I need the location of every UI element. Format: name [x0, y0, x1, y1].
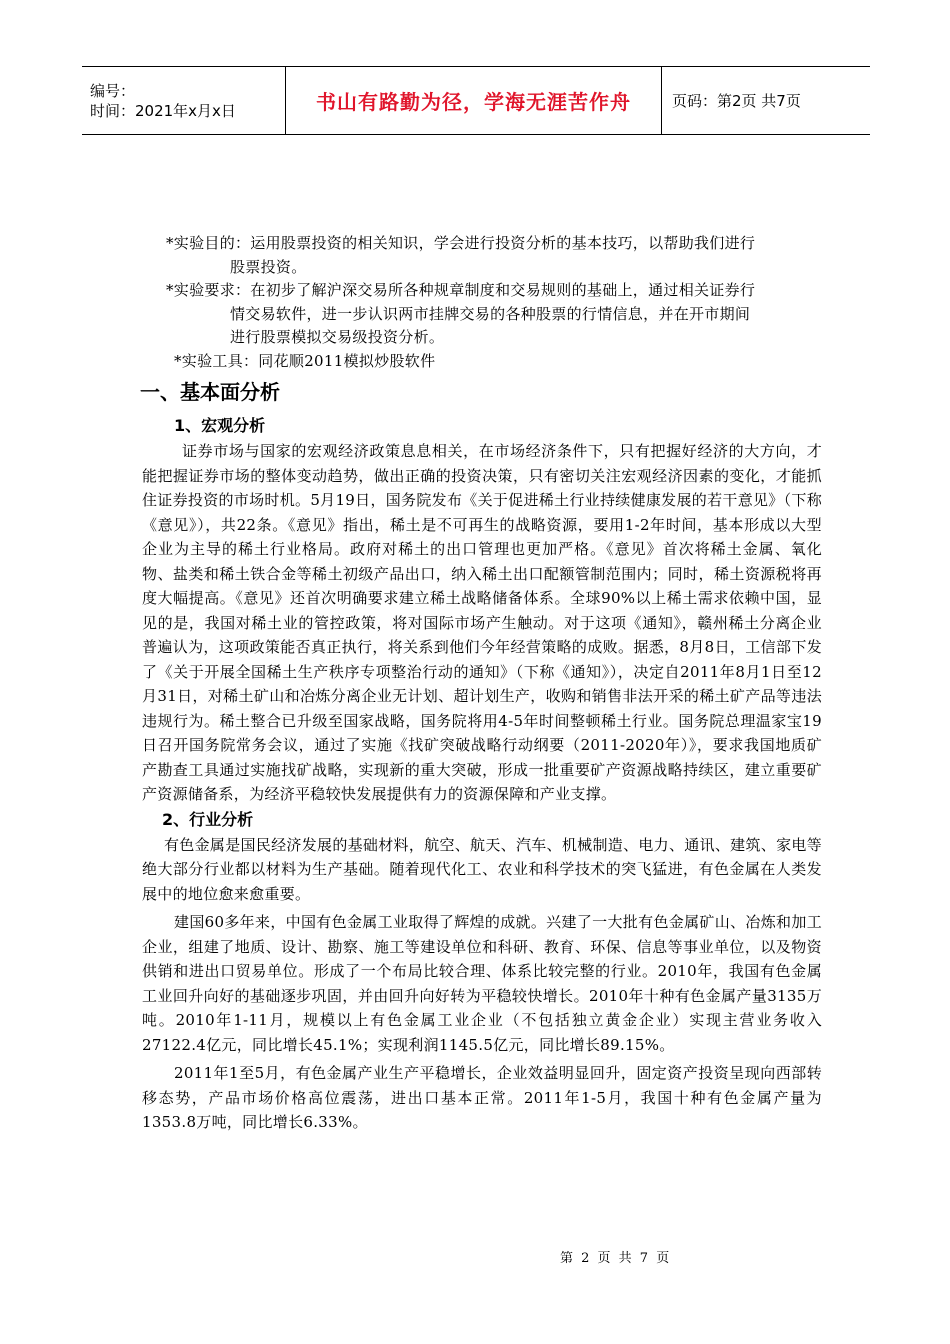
- document-body: [142, 232, 822, 1135]
- requirement-line2: 情交易软件，进一步认识两市挂牌交易的各种股票的行情信息，并在开市期间: [230, 304, 751, 323]
- purpose-line2: 股票投资。: [230, 257, 307, 276]
- experiment-purpose: [142, 232, 822, 279]
- industry-para2: 建国60多年来，中国有色金属工业取得了辉煌的成就。兴建了一大批有色金属矿山、冶炼和加工企业，组建了地质、设计、勘察、施工等建设单位和科研、教育、环保、信息等事业单位，以及物资供销和进出口贸易单位。形成了一个布局比较合理、体系比较完整的行业。2010年，我国有色金属工业回升向好的基础逐步巩固，并由回升向好转为平稳较快增长。2010年十种有色金属产量3135万吨。2010年1-11月，规模以上有色金属工业企业（不包括独立黄金企业）实现主营业务收入27122.4亿元，同比增长45.1%；实现利润1145.5亿元，同比增长89.15%。: [142, 913, 822, 1054]
- subsection-macro-title: 1、宏观分析: [174, 416, 266, 435]
- header-motto-cell: [286, 67, 662, 135]
- experiment-tools: *实验工具：同花顺2011模拟炒股软件: [174, 351, 436, 370]
- requirement-line3: 进行股票模拟交易级投资分析。: [230, 328, 445, 346]
- macro-analysis-text: 证券市场与国家的宏观经济政策息息相关，在市场经济条件下，只有把握好经济的大方向，才能把握证券市场的整体变动趋势，做出正确的投资决策，只有密切关注宏观经济因素的变化，才能抓住证券投资的市场时机。5月19日，国务院发布《关于促进稀土行业持续健康发展的若干意见》（下称《意见》），共22条。《意见》指出，稀土是不可再生的战略资源，要用1-2年时间，基本形成以大型企业为主导的稀土行业格局。政府对稀土的出口管理也更加严格。《意见》首次将稀土金属、氧化物、盐类和稀土铁合金等稀土初级产品出口，纳入稀土出口配额管制范围内；同时，稀土资源税将再度大幅提高。《意见》还首次明确要求建立稀土战略储备体系。全球90%以上稀土需求依赖中国，显见的是，我国对稀土业的管控政策，将对国际市场产生触动。对于这项《通知》，赣州稀土分离企业普遍认为，这项政策能否真正执行，将关系到他们今年经营策略的成败。据悉，8月8日，工信部下发了《关于开展全国稀土生产秩序专项整治行动的通知》（下称《通知》），决定自2011年8月1日至12月31日，对稀土矿山和冶炼分离企业无计划、超计划生产，收购和销售非法开采的稀土矿产品等违法违规行为。稀土整合已升级至国家战略，国务院将用4-5年时间整顿稀土行业。国务院总理温家宝19日召开国务院常务会议，通过了实施《找矿突破战略行动纲要（2011-2020年）》，要求我国地质矿产勘查工具通过实施找矿战略，实现新的重大突破，形成一批重要矿产资源战略持续区，建立重要矿产资源储备系，为经济平稳较快发展提供有力的资源保障和产业支撑。: [142, 442, 822, 803]
- industry-para3: 2011年1至5月，有色金属产业生产平稳增长，企业效益明显回升，固定资产投资呈现向西部转移态势，产品市场价格高位震荡，进出口基本正常。2011年1-5月，我国十种有色金属产量为1353.8万吨，同比增长6.33%。: [142, 1064, 822, 1131]
- number-label: 编号：: [90, 81, 136, 100]
- section-title: 一、基本面分析: [140, 380, 280, 404]
- purpose-line1: *实验目的：运用股票投资的相关知识，学会进行投资分析的基本技巧，以帮助我们进行: [166, 234, 756, 252]
- page-footer: 第 2 页 共 7 页: [560, 1251, 672, 1266]
- industry-para1: 有色金属是国民经济发展的基础材料，航空、航天、汽车、机械制造、电力、通讯、建筑、家电等绝大部分行业都以材料为生产基础。随着现代化工、农业和科学技术的突飞猛进，有色金属在人类发展中的地位愈来愈重要。: [142, 835, 822, 903]
- requirement-line1: *实验要求：在初步了解沪深交易所各种规章制度和交易规则的基础上，通过相关证券行: [166, 281, 756, 299]
- document-header: [82, 66, 870, 135]
- header-meta: [82, 67, 286, 135]
- time-label: 时间：2021年x月x日: [90, 101, 236, 120]
- experiment-requirement: [142, 279, 822, 350]
- page-info: 页码：第2页 共7页: [662, 67, 871, 135]
- subsection-industry-title: 2、行业分析: [162, 809, 254, 829]
- motto: 书山有路勤为径，学海无涯苦作舟: [316, 90, 631, 114]
